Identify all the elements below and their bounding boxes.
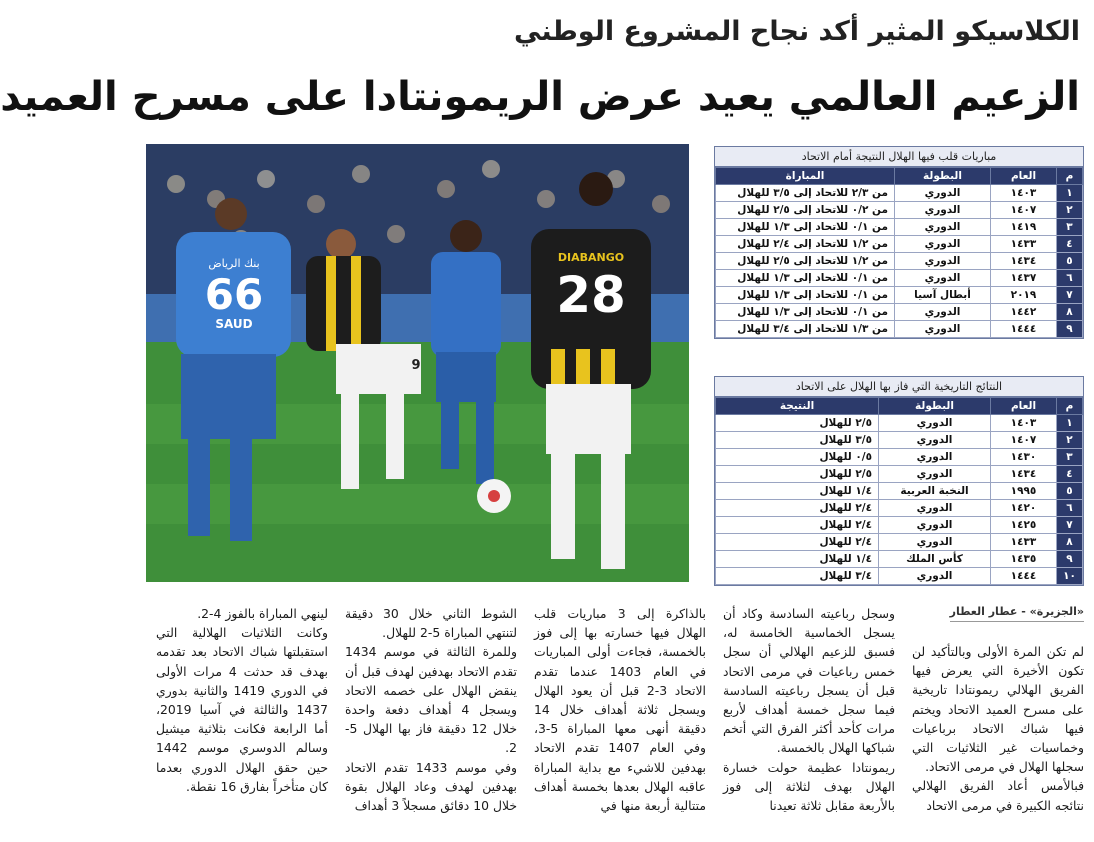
paragraph: ريمونتادا عظيمة حولت خسارة الهلال بهدف لثلاثة إلى فوز بالأربعة مقابل ثلاثة تعيدنا xyxy=(723,759,895,814)
cell-year: ١٤٣٥ xyxy=(991,551,1057,568)
cell-match: من ٢/٣ للاتحاد إلى ٣/٥ للهلال xyxy=(716,185,895,202)
cell-result: ٣/٤ للهلال xyxy=(716,568,879,585)
table-row xyxy=(716,236,1083,253)
table-row xyxy=(716,287,1083,304)
cell-year: ١٤٣٤ xyxy=(991,466,1057,483)
comeback-matches-table xyxy=(714,146,1084,339)
header-competition: البطولة xyxy=(895,168,991,185)
header-result: النتيجة xyxy=(716,398,879,415)
cell-num: ١٠ xyxy=(1057,568,1083,585)
cell-competition: كأس الملك xyxy=(879,551,991,568)
article-column-3 xyxy=(534,604,706,836)
cell-year: ١٤٠٣ xyxy=(991,415,1057,432)
table-row xyxy=(716,219,1083,236)
cell-year: ١٤٢٠ xyxy=(991,500,1057,517)
cell-match: من ٠/١ للاتحاد إلى ١/٣ للهلال xyxy=(716,270,895,287)
cell-num: ٤ xyxy=(1057,466,1083,483)
header-competition: البطولة xyxy=(879,398,991,415)
historic-results-table xyxy=(714,376,1084,586)
cell-year: ١٤٠٧ xyxy=(991,202,1057,219)
header-year: العام xyxy=(991,398,1057,415)
cell-competition: الدوري xyxy=(895,202,991,219)
table-row xyxy=(716,483,1083,500)
cell-match: من ٠/١ للاتحاد إلى ١/٣ للهلال xyxy=(716,287,895,304)
paragraph: وسجل رباعيته السادسة وكاد أن يسجل الخماسية الخامسة له، فسبق للزعيم الهلالي أن سجل خمس رباعيات في مرمى الاتحاد قبل أن يسجل رباعيته السادسة فيما سجل خمسة أهداف لأربع مرات كأحد أكثر الفرق التي أتخم شباكها الهلال بالخمسة. xyxy=(723,606,895,756)
comeback-table-title: مباريات قلب فيها الهلال النتيجة أمام الاتحاد xyxy=(715,147,1083,167)
cell-num: ٢ xyxy=(1057,202,1083,219)
cell-competition: الدوري xyxy=(895,185,991,202)
table-row xyxy=(716,534,1083,551)
cell-competition: الدوري xyxy=(879,500,991,517)
cell-result: ٢/٤ للهلال xyxy=(716,500,879,517)
cell-match: من ١/٢ للاتحاد إلى ٢/٤ للهلال xyxy=(716,236,895,253)
cell-competition: الدوري xyxy=(879,432,991,449)
table-row xyxy=(716,551,1083,568)
table-row xyxy=(716,253,1083,270)
cell-competition: الدوري xyxy=(879,534,991,551)
article-column-5 xyxy=(156,604,328,836)
cell-num: ٩ xyxy=(1057,321,1083,338)
header-num: م xyxy=(1057,168,1083,185)
cell-year: ١٤٢٥ xyxy=(991,517,1057,534)
cell-result: ٢/٥ للهلال xyxy=(716,466,879,483)
byline-text: «الجزيرة» - عطار العطار xyxy=(950,605,1084,622)
paragraph: بالذاكرة إلى 3 مباريات قلب الهلال فيها خسارته بها إلى فوز بالخمسة، فجاءت أولى المباريات في العام 1403 عندما تقدم الاتحاد 3-2 قبل أن يعود الهلال ويسجل ثلاثة أهداف خلال 14 دقيقة أنهى معها المباراة 5-3، وفي العام 1407 تقدم الاتحاد بهدفين للاشيء مع بداية المباراة عاقبه الهلال بعدها بخمسة أهداف متتالية أربعة منها في xyxy=(534,606,707,814)
table-row xyxy=(716,500,1083,517)
cell-num: ٥ xyxy=(1057,253,1083,270)
paragraph: فبالأمس أعاد الفريق الهلالي نتائجه الكبيرة في مرمى الاتحاد xyxy=(912,778,1084,813)
shirt-name-28: DIABANGO xyxy=(557,251,625,264)
table-row xyxy=(716,517,1083,534)
table-row xyxy=(716,449,1083,466)
cell-result: ١/٤ للهلال xyxy=(716,551,879,568)
table-row xyxy=(716,466,1083,483)
cell-num: ٩ xyxy=(1057,551,1083,568)
cell-year: ١٤٣٧ xyxy=(991,270,1057,287)
cell-year: ١٤٣٠ xyxy=(991,449,1057,466)
cell-competition: الدوري xyxy=(879,466,991,483)
cell-competition: الدوري xyxy=(895,253,991,270)
cell-match: من ٠/١ للاتحاد إلى ١/٣ للهلال xyxy=(716,219,895,236)
cell-year: ١٤٣٤ xyxy=(991,253,1057,270)
cell-year: ١٤٣٣ xyxy=(991,236,1057,253)
paragraph: الشوط الثاني خلال 30 دقيقة لتنتهي المباراة 5-2 للهلال. xyxy=(345,606,517,641)
cell-competition: النخبة العربية xyxy=(879,483,991,500)
cell-num: ٨ xyxy=(1057,534,1083,551)
header-year: العام xyxy=(991,168,1057,185)
paragraph: وكانت الثلاثيات الهلالية التي استقبلتها شباك الاتحاد بعد تقدمه بهدف قد حدثت 4 مرات الأولى في الدوري 1419 والثانية بدوري 1437 والثالثة في آسيا 2019، أما الرابعة فكانت بثلاثية ميشيل وسالم الدوسري موسم 1442 حين حقق الهلال الدوري بعدما كان متأخراً بفارق 16 نقطة. xyxy=(156,625,329,794)
paragraph: وفي موسم 1433 تقدم الاتحاد بهدفين لهدف وعاد الهلال بقوة خلال 10 دقائق مسجلاً 3 أهداف xyxy=(345,759,517,814)
cell-result: ٣/٥ للهلال xyxy=(716,432,879,449)
cell-num: ٨ xyxy=(1057,304,1083,321)
cell-result: ٢/٥ للهلال xyxy=(716,415,879,432)
cell-num: ٧ xyxy=(1057,287,1083,304)
cell-year: ١٩٩٥ xyxy=(991,483,1057,500)
cell-year: ١٤١٩ xyxy=(991,219,1057,236)
match-photo-illustration xyxy=(146,144,689,582)
cell-competition: الدوري xyxy=(879,517,991,534)
article-column-4 xyxy=(345,604,517,836)
shirt-number-28: 28 xyxy=(556,266,626,324)
cell-result: ١/٤ للهلال xyxy=(716,483,879,500)
cell-match: من ١/٣ للاتحاد إلى ٣/٤ للهلال xyxy=(716,321,895,338)
main-headline: الزعيم العالمي يعيد عرض الريمونتادا على مسرح العميد xyxy=(0,74,1080,120)
cell-match: من ٠/١ للاتحاد إلى ١/٣ للهلال xyxy=(716,304,895,321)
cell-num: ١ xyxy=(1057,185,1083,202)
cell-competition: الدوري xyxy=(879,568,991,585)
match-photo xyxy=(146,144,689,582)
cell-competition: أبطال آسيا xyxy=(895,287,991,304)
cell-competition: الدوري xyxy=(879,415,991,432)
paragraph: لينهي المباراة بالفوز 4-2. xyxy=(197,606,328,621)
cell-competition: الدوري xyxy=(895,270,991,287)
table-row xyxy=(716,304,1083,321)
table-header-row xyxy=(716,168,1083,185)
byline xyxy=(912,604,1084,620)
article-column-1 xyxy=(912,604,1084,836)
cell-num: ٤ xyxy=(1057,236,1083,253)
cell-num: ٦ xyxy=(1057,500,1083,517)
header-num: م xyxy=(1057,398,1083,415)
paragraph: لم تكن المرة الأولى وبالتأكيد لن تكون الأخيرة التي يعرض فيها الفريق الهلالي ريمونتادا تاريخية على مسرح العميد الاتحاد ويختم فيها شباك الاتحاد برباعيات وخماسيات غير الثلاثيات التي سجلها الهلال في مرمى الاتحاد. xyxy=(912,644,1084,775)
cell-year: ١٤٣٣ xyxy=(991,534,1057,551)
cell-competition: الدوري xyxy=(895,321,991,338)
cell-num: ٢ xyxy=(1057,432,1083,449)
cell-result: ٢/٤ للهلال xyxy=(716,517,879,534)
cell-num: ٥ xyxy=(1057,483,1083,500)
table-row xyxy=(716,321,1083,338)
cell-result: ٠/٥ للهلال xyxy=(716,449,879,466)
article-column-2 xyxy=(723,604,895,836)
table-header-row xyxy=(716,398,1083,415)
cell-competition: الدوري xyxy=(879,449,991,466)
cell-num: ٧ xyxy=(1057,517,1083,534)
table-row xyxy=(716,415,1083,432)
cell-num: ١ xyxy=(1057,415,1083,432)
shorts-number-9: 9 xyxy=(411,358,421,373)
cell-competition: الدوري xyxy=(895,304,991,321)
table-row xyxy=(716,270,1083,287)
cell-competition: الدوري xyxy=(895,219,991,236)
cell-num: ٣ xyxy=(1057,449,1083,466)
shirt-name-66: SAUD xyxy=(215,317,253,331)
table-row xyxy=(716,568,1083,585)
table-row xyxy=(716,185,1083,202)
cell-result: ٢/٤ للهلال xyxy=(716,534,879,551)
results-table-title: النتائج التاريخية التي فاز بها الهلال على الاتحاد xyxy=(715,377,1083,397)
cell-year: ١٤٠٣ xyxy=(991,185,1057,202)
paragraph: وللمرة الثالثة في موسم 1434 تقدم الاتحاد بهدفين لهدف قبل أن ينقض الهلال على خصمه الاتحاد ويسجل 4 أهداف دفعة واحدة خلال 12 دقيقة فاز بها الهلال 5-2. xyxy=(345,644,517,756)
cell-num: ٦ xyxy=(1057,270,1083,287)
table-row xyxy=(716,202,1083,219)
cell-match: من ١/٢ للاتحاد إلى ٢/٥ للهلال xyxy=(716,253,895,270)
cell-year: ١٤٤٢ xyxy=(991,304,1057,321)
cell-year: ١٤٤٤ xyxy=(991,321,1057,338)
cell-match: من ٠/٢ للاتحاد إلى ٢/٥ للهلال xyxy=(716,202,895,219)
football xyxy=(477,479,511,513)
cell-competition: الدوري xyxy=(895,236,991,253)
table-row xyxy=(716,432,1083,449)
kicker-subheadline: الكلاسيكو المثير أكد نجاح المشروع الوطني xyxy=(514,16,1080,47)
cell-num: ٣ xyxy=(1057,219,1083,236)
cell-year: ١٤٤٤ xyxy=(991,568,1057,585)
header-match: المباراة xyxy=(716,168,895,185)
shirt-number-66: 66 xyxy=(204,270,264,319)
cell-year: ٢٠١٩ xyxy=(991,287,1057,304)
shirt-sponsor-66: بنك الرياض xyxy=(208,257,260,270)
cell-year: ١٤٠٧ xyxy=(991,432,1057,449)
